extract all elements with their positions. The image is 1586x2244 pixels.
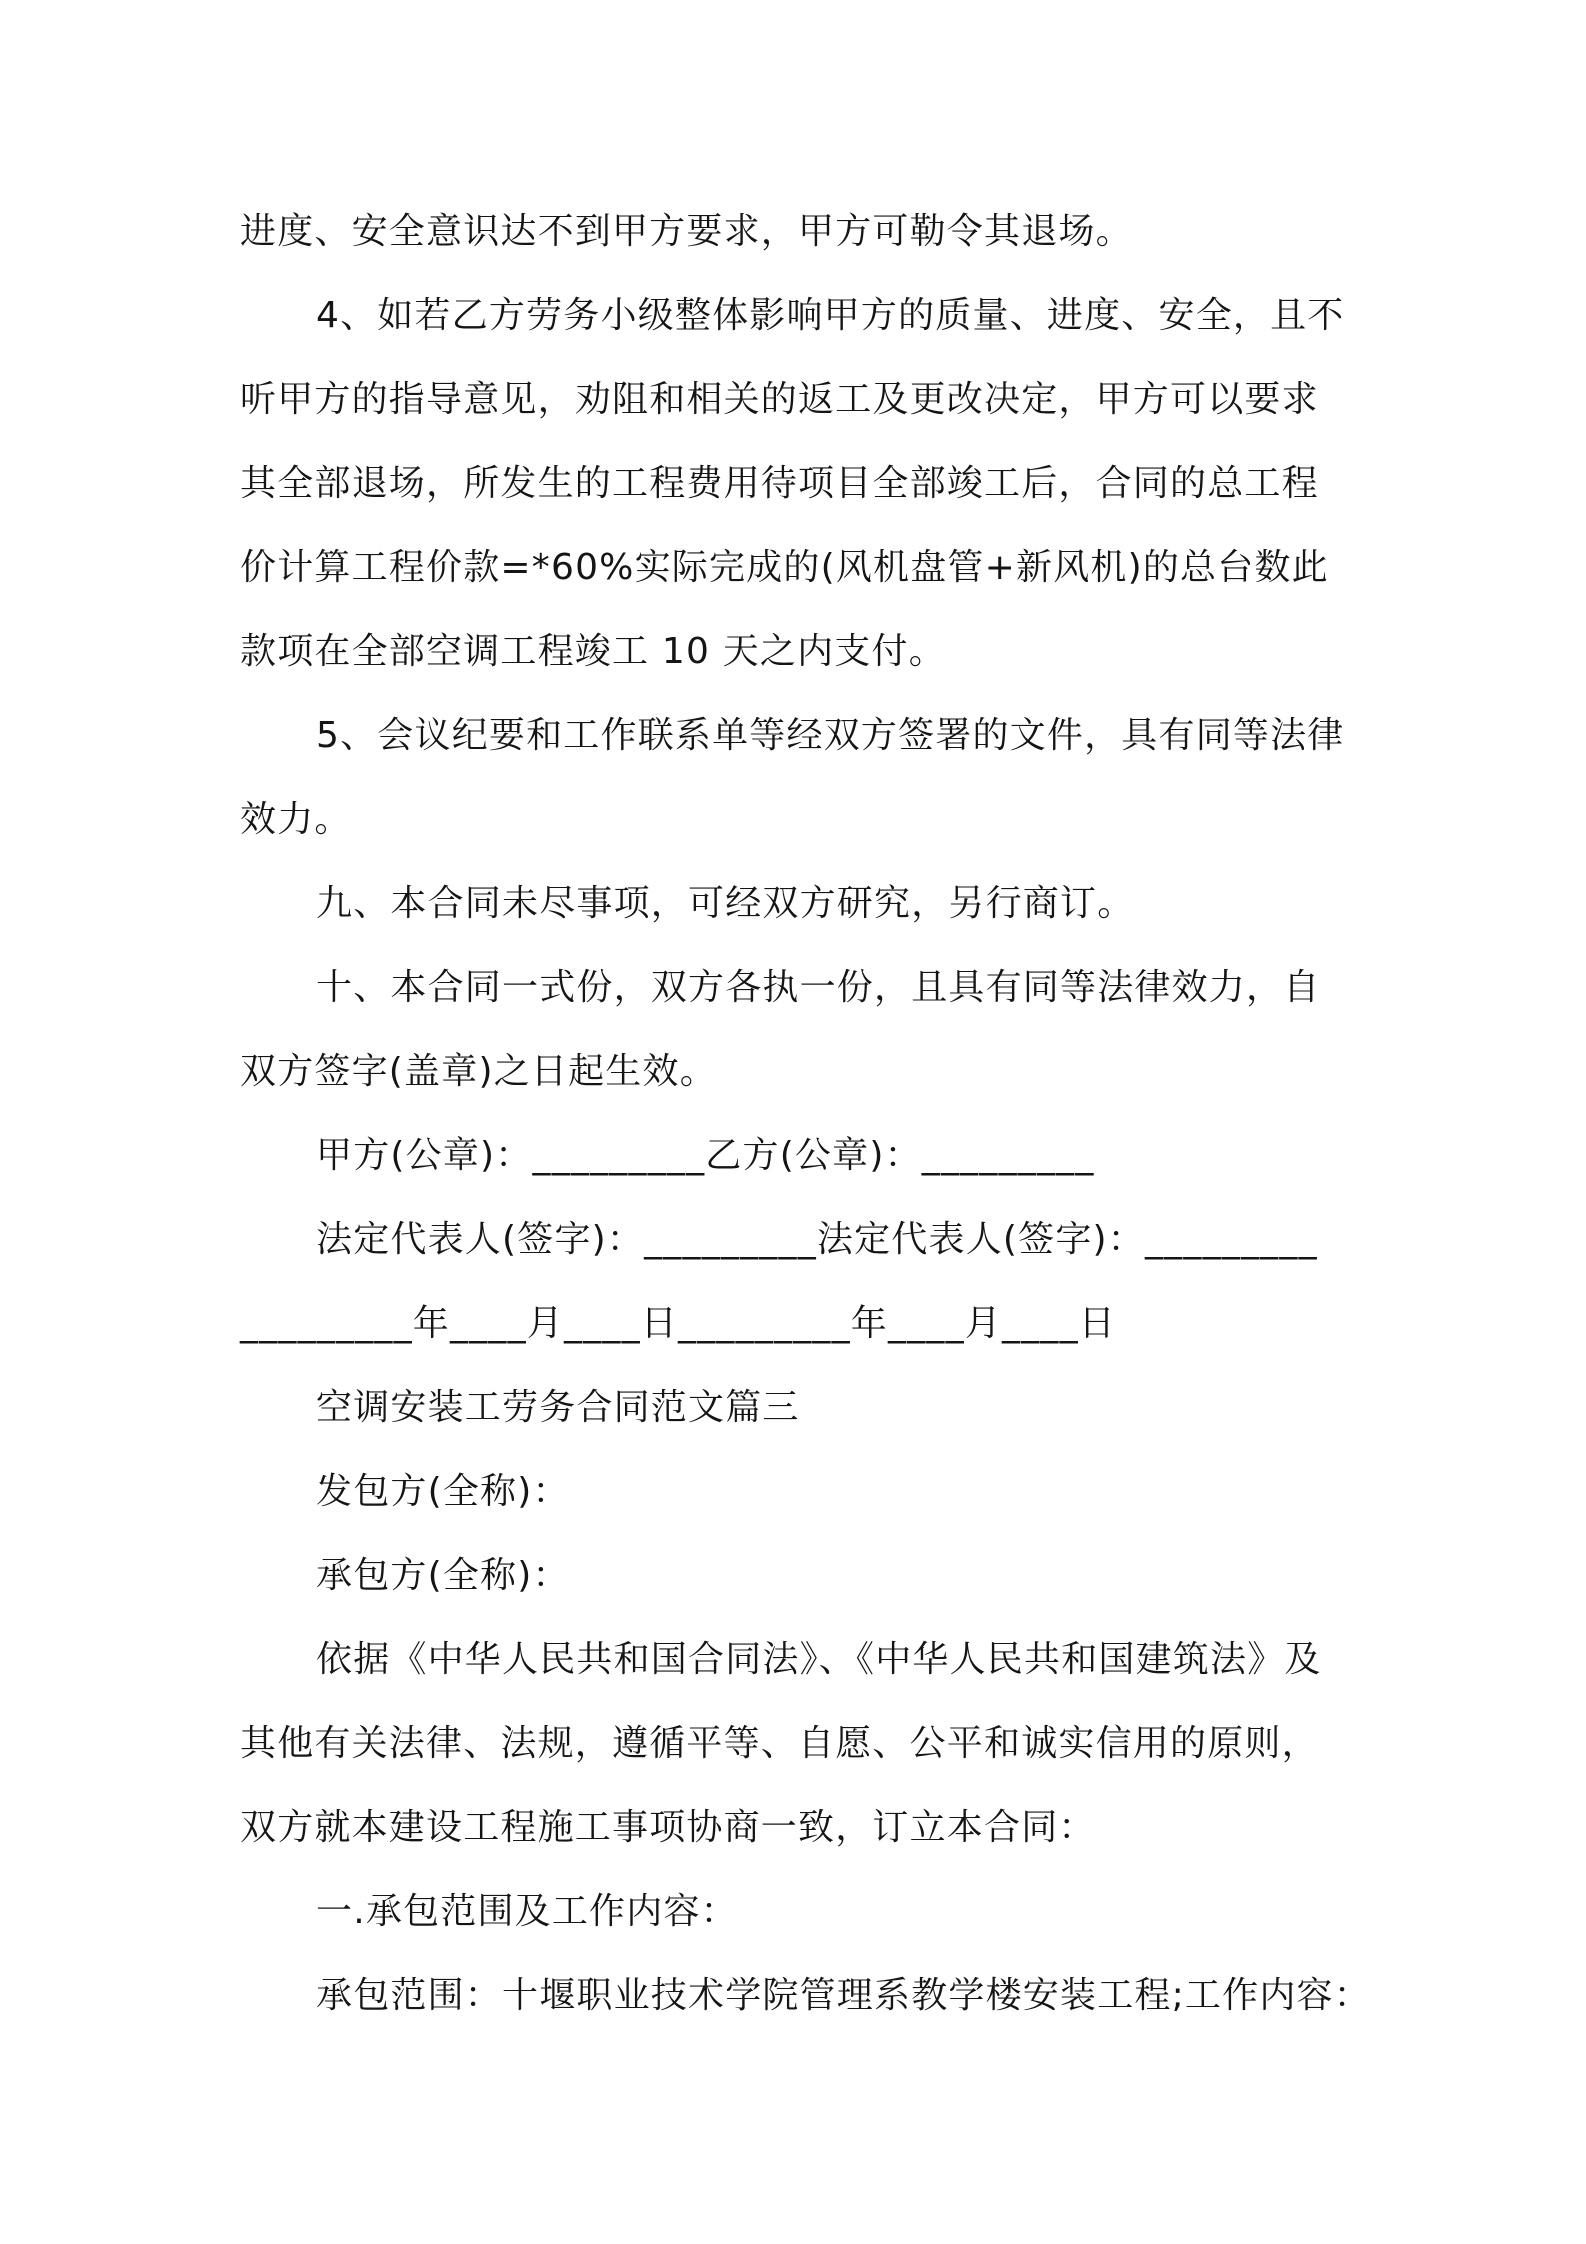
- scope-heading: 一.承包范围及工作内容：: [316, 1891, 738, 1932]
- paragraph-clause-4: 4、如若乙方劳务小级整体影响甲方的质量、进度、安全，且不听甲方的指导意见，劝阻和相关的返工及更改决定，甲方可以要求其全部退场，所发生的工程费用待项目全部竣工后，合同的总工程价计算工程价款=*60%实际完成的(风机盘管+新风机)的总台数此款项在全部空调工程竣工 10 天之内支付。: [240, 295, 1345, 672]
- document-body: [240, 190, 1371, 2038]
- employer-full-name: 发包方(全称)：: [316, 1471, 570, 1512]
- signature-representatives-line: 法定代表人(签字)：_________法定代表人(签字)：_________: [316, 1219, 1318, 1260]
- paragraph-clause-5: 5、会议纪要和工作联系单等经双方签署的文件，具有同等法律效力。: [240, 715, 1345, 840]
- paragraph-article-9: 九、本合同未尽事项，可经双方研究，另行商订。: [316, 883, 1135, 924]
- scope-paragraph: 承包范围：十堰职业技术学院管理系教学楼安装工程;工作内容：: [316, 1975, 1371, 2016]
- signature-seals-line: 甲方(公章)：_________乙方(公章)：_________: [316, 1135, 1095, 1176]
- section-title: 空调安装工劳务合同范文篇三: [316, 1387, 800, 1428]
- contractor-full-name: 承包方(全称)：: [316, 1555, 570, 1596]
- contract-basis-paragraph: 依据《中华人民共和国合同法》、《中华人民共和国建筑法》及其他有关法律、法规，遵循平等、自愿、公平和诚实信用的原则，双方就本建设工程施工事项协商一致，订立本合同：: [240, 1639, 1322, 1848]
- signature-date-line: _________年____月____日_________年____月____日: [240, 1303, 1116, 1344]
- paragraph-article-10: 十、本合同一式份，双方各执一份，且具有同等法律效力，自双方签字(盖章)之日起生效。: [240, 967, 1321, 1092]
- paragraph-continuation: 进度、安全意识达不到甲方要求，甲方可勒令其退场。: [240, 211, 1133, 252]
